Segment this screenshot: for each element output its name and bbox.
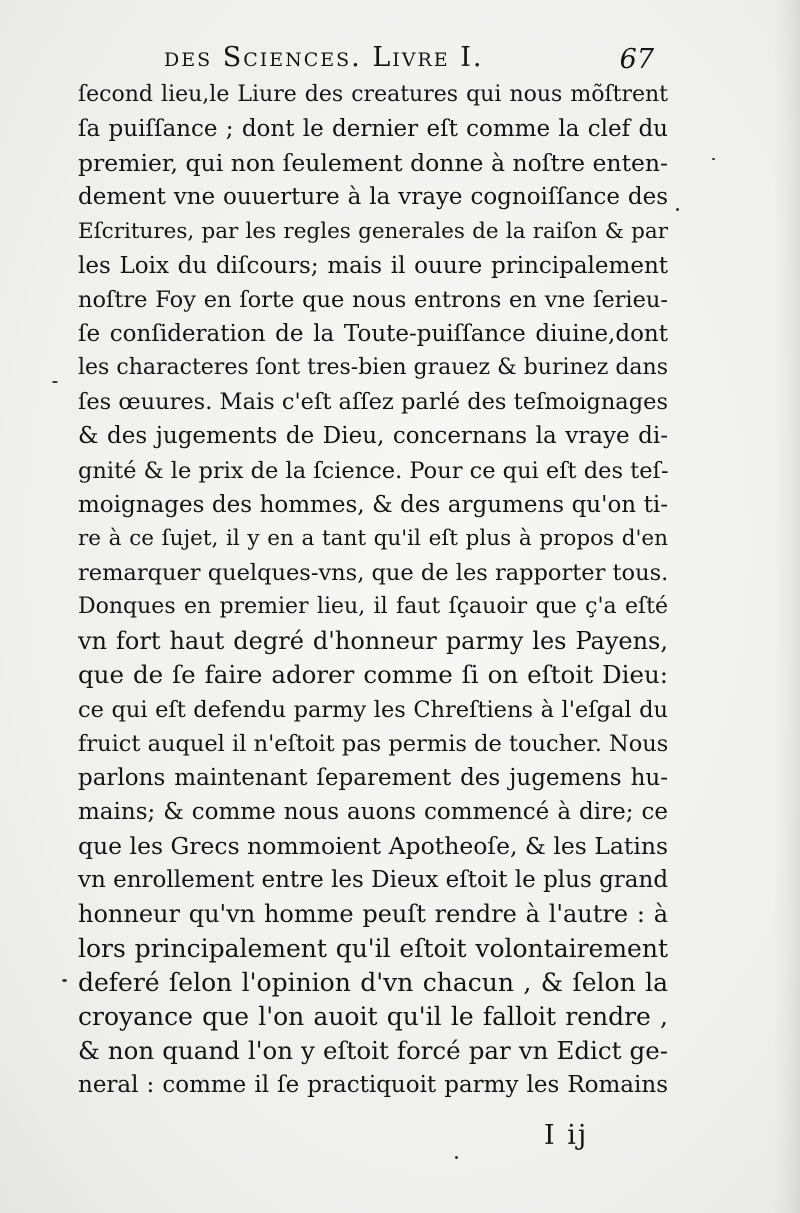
text-line: croyance que l'on auoit qu'il le falloit rendre ,: [78, 1001, 668, 1031]
text-line: deferé ſelon l'opinion d'vn chacun , & ſelon la: [78, 967, 668, 997]
text-line: que de ſe faire adorer comme ſi on eſtoit Dieu:: [78, 660, 668, 690]
page-edge-shadow: [774, 0, 800, 1213]
text-line: remarquer quelques-vns, que de les rapporter tous.: [78, 559, 669, 586]
text-line: lors principalement qu'il eſtoit volontairement: [78, 933, 668, 963]
paper-speck: [676, 208, 679, 211]
text-line: re à ce ſujet, il y en a tant qu'il eſt plus à propos d'en: [78, 525, 668, 551]
text-line: & non quand l'on y eſtoit forcé par vn Edict ge-: [78, 1035, 668, 1065]
text-line: vn fort haut degré d'honneur parmy les Payens,: [78, 627, 668, 656]
text-line: moignages des hommes, & des argumens qu'on ti-: [78, 491, 668, 518]
text-line: vn enrollement entre les Dieux eſtoit le plus grand: [78, 867, 669, 894]
paper-speck: [455, 1156, 458, 1159]
body-text: [78, 78, 668, 1102]
page-number: 67: [619, 44, 654, 75]
text-line: Eſcritures, par les regles generales de la raiſon & par: [78, 218, 668, 244]
text-line: noſtre Foy en ſorte que nous entrons en vne ſerieu-: [78, 286, 668, 313]
text-line: ſes œuures. Mais c'eſt aſſez parlé des teſmoignages: [78, 389, 668, 416]
running-head-title: des Sciences. Livre I.: [164, 42, 484, 73]
text-line: gnité & le prix de la ſcience. Pour ce qui eſt des teſ-: [78, 457, 669, 484]
text-line: dement vne ouuerture à la vraye cognoiſſance des: [78, 184, 668, 211]
text-line: mains; & comme nous auons commencé à dire; ce: [78, 798, 668, 825]
text-line: les characteres ſont tres-bien grauez & burinez dans: [78, 355, 668, 381]
running-head: [82, 42, 662, 82]
text-line: les Loix du diſcours; mais il ouure principalement: [78, 252, 668, 279]
text-line: ſecond lieu,le Liure des creatures qui nous mõſtrent: [78, 82, 668, 107]
text-line: ſe conſideration de la Toute-puiſſance diuine,dont: [78, 320, 668, 347]
text-line: que les Grecs nommoient Apotheoſe, & les Latins: [78, 832, 669, 861]
text-line: parlons maintenant ſeparement des jugemens hu-: [78, 764, 668, 791]
text-line: premier, qui non ſeulement donne à noſtre enten-: [78, 149, 668, 178]
text-line: ce qui eſt defendu parmy les Chreſtiens à l'eſgal du: [78, 696, 668, 723]
text-line: honneur qu'vn homme peuſt rendre à l'autre : à: [78, 900, 668, 929]
signature-mark: I ij: [544, 1120, 589, 1151]
text-line: fruict auquel il n'eſtoit pas permis de toucher. Nous: [78, 730, 669, 757]
text-line: ſa puiſſance ; dont le dernier eſt comme la clef du: [78, 116, 668, 143]
paper-speck: [52, 381, 58, 383]
text-line: & des jugements de Dieu, concernans la vraye di-: [78, 423, 668, 450]
text-line: Donques en premier lieu, il faut ſçauoir que ç'a eſté: [78, 594, 668, 620]
text-line: neral : comme il ſe practiquoit parmy les Romains: [78, 1072, 668, 1099]
paper-speck: [62, 979, 67, 982]
paper-speck: [712, 158, 715, 160]
